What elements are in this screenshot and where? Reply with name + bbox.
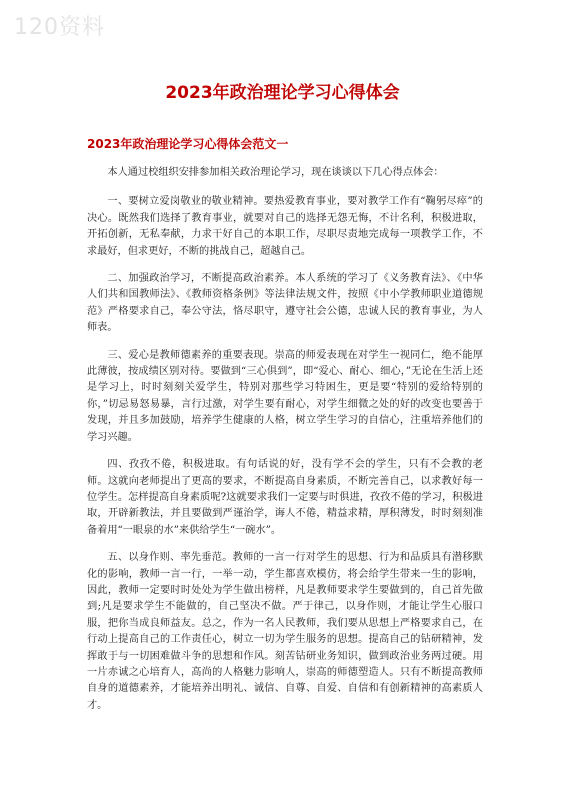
paragraph-5: 五、以身作则、率先垂范。教师的一言一行对学生的思想、行为和品质具有潜移默化的影响，教师一言一行，一举一动，学生都喜欢模仿，将会给学生带来一生的影响，因此，教师一定要时时处处为学生做出榜样，凡是教师要求学生要做到的，自己首先做到;凡是要求学生不能做的，自己坚决不做。严于律己，以身作则，才能让学生心服口服，把你当成良师益友。总之，作为一名人民教师，我们要从思想上严格要求自己，在行动上提高自己的工作责任心，树立一切为学生服务的思想。提高自己的钻研精神，发挥敢于与一切困难做斗争的思想和作风。刻苦钻研业务知识，做到政治业务两过硬。用一片赤诚之心培育人，高尚的人格魅力影响人，崇高的师德塑造人。只有不断提高教师自身的道德素养，才能培养出明礼、诚信、自尊、自爱、自信和有创新精神的高素质人才。	[87, 552, 483, 711]
paragraph-4: 四、孜孜不倦，积极进取。有句话说的好，没有学不会的学生，只有不会教的老师。这就向老师提出了更高的要求，不断提高自身素质，不断完善自己，以求教好每一位学生。怎样提高自身素质呢?这就要求我们一定要与时俱进，孜孜不倦的学习，积极进取，开辟新教法，并且要做到严谨治学，诲人不倦，精益求精，厚积薄发，时时刻刻准备着用“一眼泉的水”来供给学生“一碗水”。	[87, 459, 483, 536]
paragraph-2: 二、加强政治学习，不断提高政治素养。本人系统的学习了《义务教育法》、《中华人们共和国教师法》、《教师资格条例》等法律法规文件，按照《中小学教师职业道德规范》严格要求自己，奉公守法，恪尽职守，遵守社会公德，忠诚人民的教育事业，为人师表。	[87, 273, 483, 334]
paragraph-1: 一、要树立爱岗敬业的敬业精神。要热爱教育事业，要对教学工作有“鞠躬尽瘁”的决心。既然我们选择了教育事业，就要对自己的选择无怨无悔，不计名利，积极进取，开拓创新，无私奉献，力求干好自己的本职工作，尽职尽责地完成每一项教学工作，不求最好，但求更好，不断的挑战自己，超越自己。	[87, 196, 483, 257]
section-title: 2023年政治理论学习心得体会范文一	[87, 137, 289, 151]
document-title: 2023年政治理论学习心得体会	[165, 83, 400, 103]
document-body	[87, 165, 483, 725]
paragraph-3: 三、爱心是教师德素养的重要表现。崇高的师爱表现在对学生一视同仁，绝不能厚此薄彼，按成绩区别对待。要做到“三心俱到”，即“爱心、耐心、细心，”无论在生活上还是学习上，时时刻刻关爱学生，特别对那些学习特困生，更是要“特别的爱给特别的你，”切忌易怒易暴，言行过激，对学生要有耐心，对学生细微之处的好的改变也要善于发现，并且多加鼓励，培养学生健康的人格，树立学生学习的自信心，注重培养他们的学习兴趣。	[87, 349, 483, 443]
watermark-logo: 120资料	[14, 15, 105, 40]
paragraph-intro: 本人通过校组织安排参加相关政治理论学习，现在谈谈以下几心得点体会：	[107, 167, 444, 178]
